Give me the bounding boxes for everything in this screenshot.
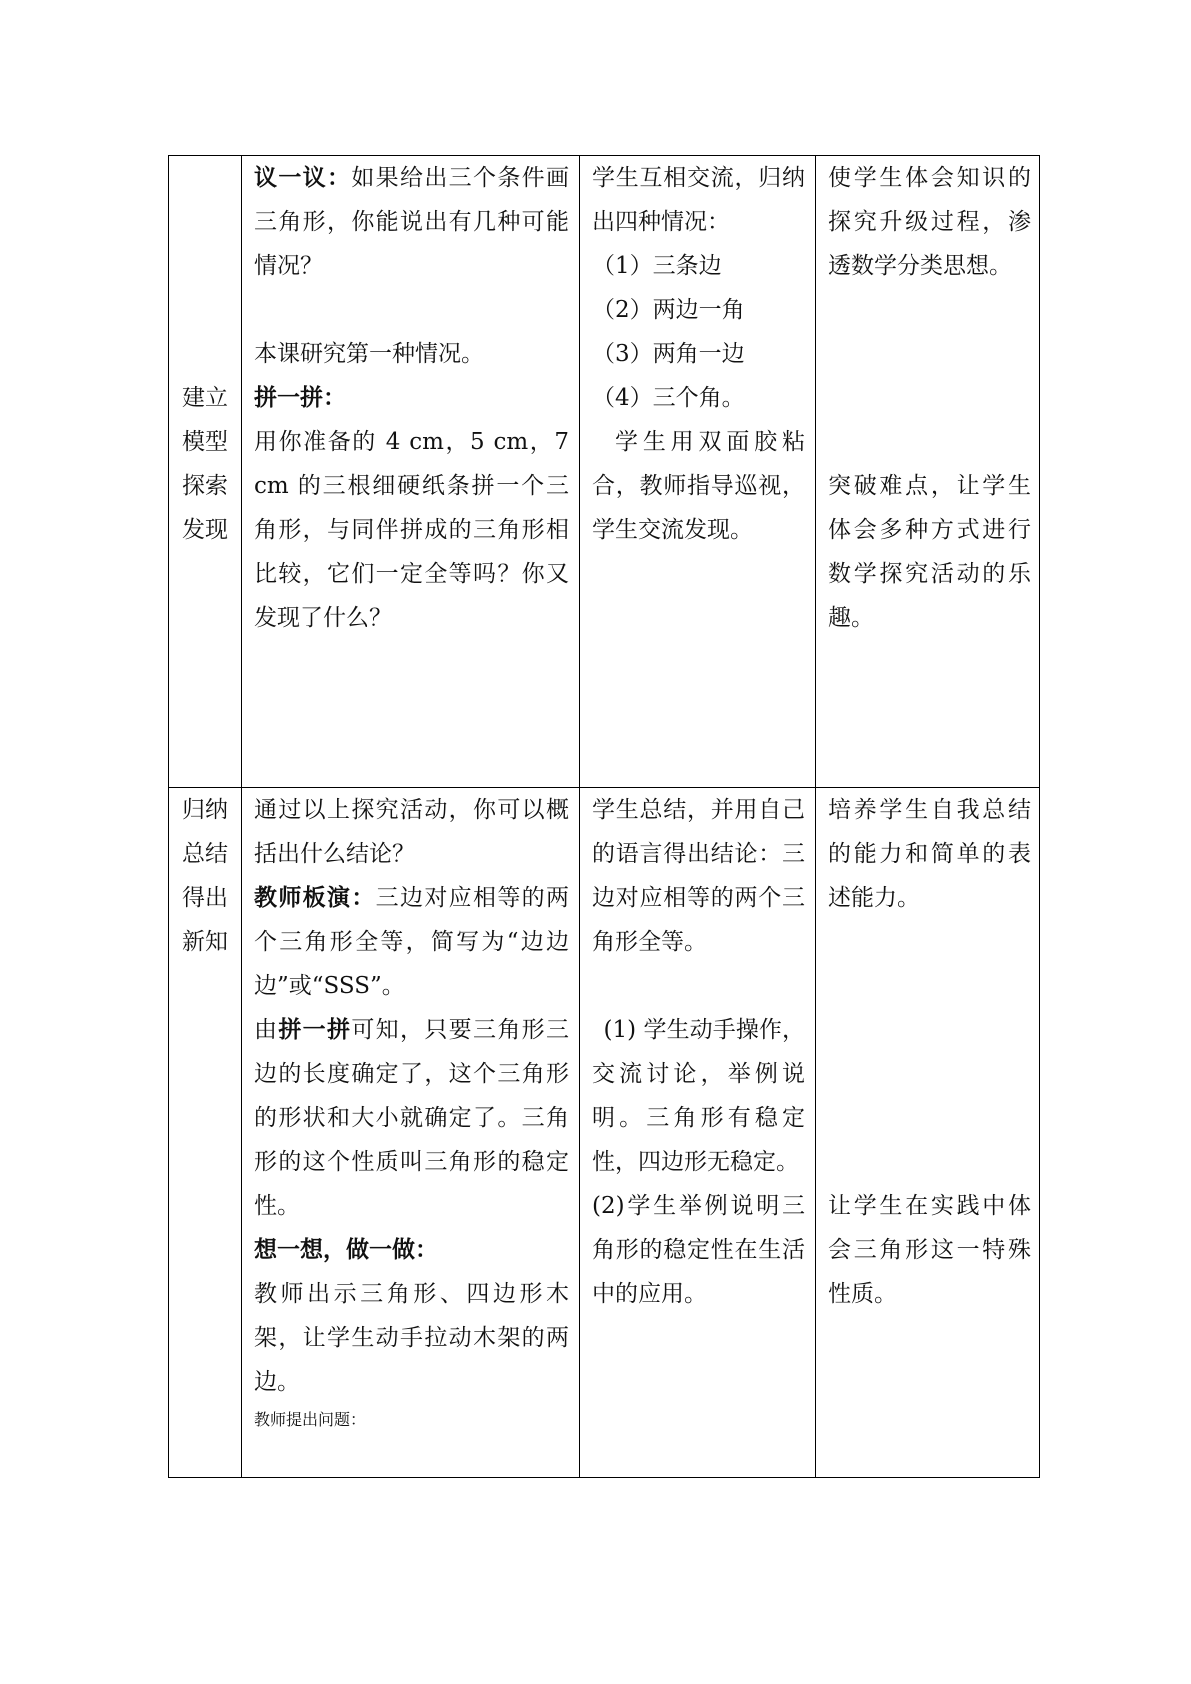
stage-line: 探索 bbox=[182, 473, 228, 499]
stage-line: 建立 bbox=[182, 385, 228, 411]
intent-paragraph: 使学生体会知识的探究升级过程，渗透数学分类思想。 bbox=[828, 165, 1031, 279]
student-summary: 学生总结，并用自己的语言得出结论：三边对应相等的两个三角形全等。 bbox=[592, 797, 805, 955]
stage-line: 归纳 bbox=[182, 797, 228, 823]
board-text: 三边对应相等的两个三角形全等，简写为“边边边”或“SSS”。 bbox=[254, 885, 570, 999]
study-note: 本课研究第一种情况。 bbox=[254, 341, 484, 367]
discuss-text: 如果给出三个条件画三角形，你能说出有几种可能情况？ bbox=[254, 165, 570, 279]
stage-line: 新知 bbox=[182, 929, 228, 955]
teacher-activity-cell bbox=[242, 156, 580, 788]
stability-bold: 拼一拼 bbox=[278, 1016, 352, 1043]
puzzle-label: 拼一拼： bbox=[254, 384, 346, 411]
puzzle-text: 用你准备的 4 cm，5 cm，7 cm 的三根细硬纸条拼一个三角形，与同伴拼成的三角形相比较，它们一定全等吗？你又发现了什么？ bbox=[254, 429, 569, 631]
stage-line: 模型 bbox=[182, 429, 228, 455]
list-item: （1）三条边 bbox=[592, 253, 722, 279]
lesson-plan-table bbox=[168, 155, 1040, 1478]
question-note: 教师提出问题： bbox=[254, 1410, 367, 1429]
stage-line: 发现 bbox=[182, 517, 228, 543]
question-text: 通过以上探究活动，你可以概括出什么结论？ bbox=[254, 797, 569, 867]
design-intent-cell bbox=[816, 788, 1040, 1478]
stability-prefix: 由 bbox=[254, 1017, 279, 1043]
stage-cell bbox=[169, 156, 242, 788]
list-item: （4）三个角。 bbox=[592, 385, 745, 411]
discuss-label: 议一议： bbox=[254, 164, 352, 191]
think-text: 教师出示三角形、四边形木架，让学生动手拉动木架的两边。 bbox=[254, 1281, 569, 1395]
stage-line: 总结 bbox=[182, 841, 228, 867]
table-row bbox=[169, 788, 1040, 1478]
student-intro: 学生互相交流，归纳出四种情况： bbox=[592, 165, 805, 235]
stability-paragraph bbox=[254, 1008, 569, 1228]
list-item: （3）两角一边 bbox=[592, 341, 745, 367]
student-op-2: (2)学生举例说明三角形的稳定性在生活中的应用。 bbox=[592, 1193, 805, 1307]
board-label: 教师板演： bbox=[254, 884, 376, 911]
table-row bbox=[169, 156, 1040, 788]
stability-text: 可知，只要三角形三边的长度确定了，这个三角形的形状和大小就确定了。三角形的这个性质叫三角形的稳定性。 bbox=[254, 1017, 570, 1219]
discuss-paragraph bbox=[254, 156, 569, 288]
student-op-1: (1) 学生动手操作，交流讨论，举例说明。三角形有稳定性，四边形无稳定。 bbox=[592, 1017, 805, 1175]
design-intent-cell bbox=[816, 156, 1040, 788]
board-paragraph bbox=[254, 876, 569, 1008]
student-activity-cell bbox=[580, 156, 816, 788]
intent-paragraph: 突破难点，让学生体会多种方式进行数学探究活动的乐趣。 bbox=[828, 473, 1031, 631]
think-label: 想一想，做一做： bbox=[254, 1236, 438, 1263]
intent-paragraph: 让学生在实践中体会三角形这一特殊性质。 bbox=[828, 1193, 1031, 1307]
stage-cell bbox=[169, 788, 242, 1478]
teacher-activity-cell bbox=[242, 788, 580, 1478]
student-activity-text: 学生用双面胶粘合，教师指导巡视，学生交流发现。 bbox=[592, 429, 805, 543]
stage-line: 得出 bbox=[182, 885, 228, 911]
student-activity-cell bbox=[580, 788, 816, 1478]
list-item: （2）两边一角 bbox=[592, 297, 745, 323]
intent-paragraph: 培养学生自我总结的能力和简单的表述能力。 bbox=[828, 797, 1031, 911]
